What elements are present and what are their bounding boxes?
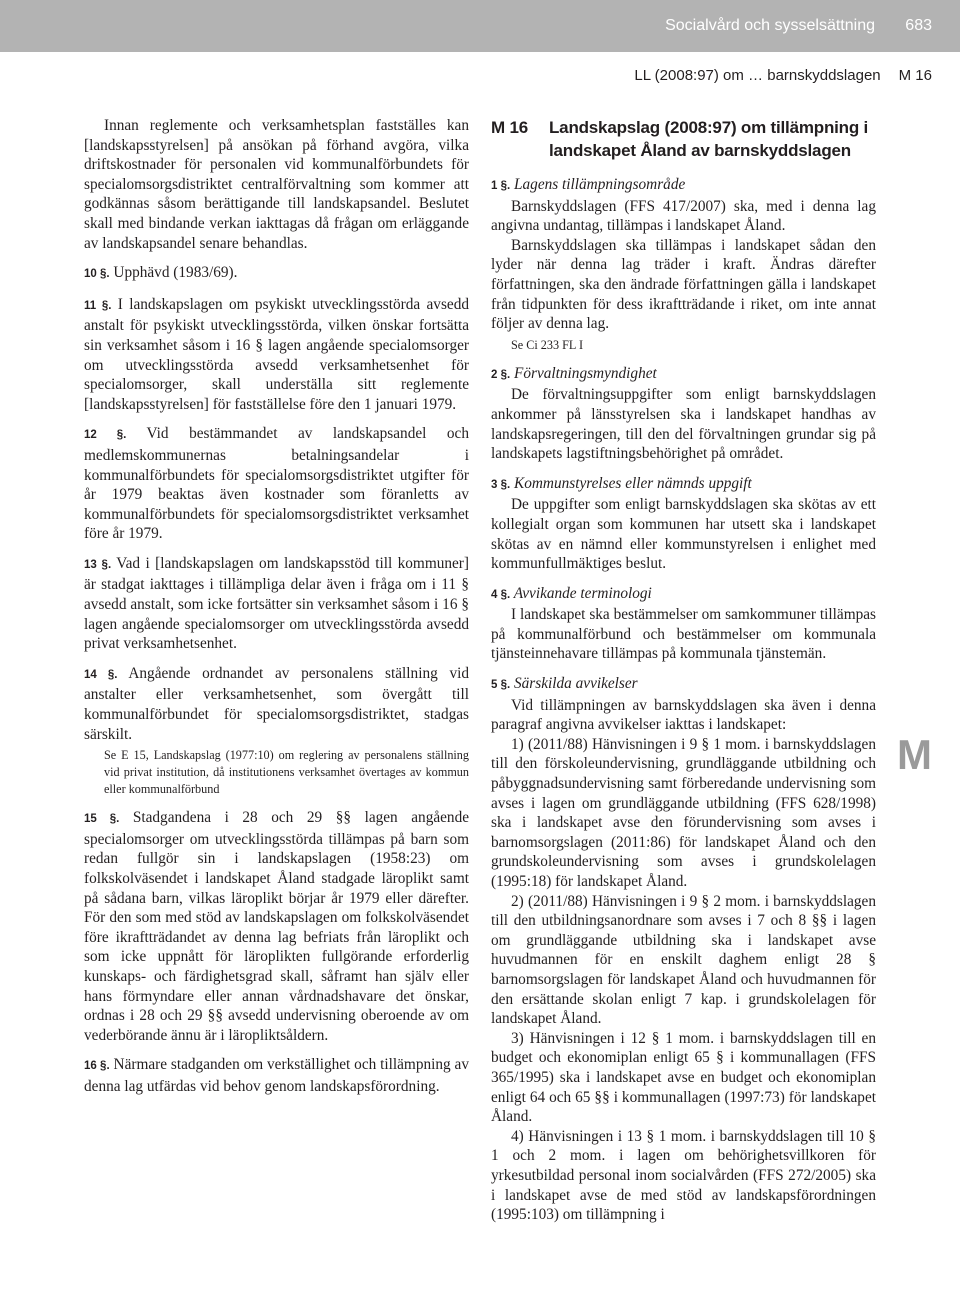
section-text: Vid bestämmandet av landskapsandel och medlemskommunernas betalningsandelar i kommunalförbundets för specialomsorgsdistriktet utgifter för år 1979 beaktas även kostnader som föranletts av kommunalförbundets för specialomsorgsdistriktet verksamhet före år 1979.	[84, 425, 469, 543]
section-2-paragraph-1: De förvaltningsuppgifter som enligt barnskyddslagen ankommer på länsstyrelsen ska i landskapet handhas av landskapsregeringen, till den del förvaltningen grundar sig på landskapets lagstiftningsbehörighet på området.	[491, 386, 876, 463]
section-number: 11 §.	[84, 299, 112, 312]
section-12	[84, 424, 469, 544]
section-5-item-2: 2) (2011/88) Hänvisningen i 9 § 2 mom. i barnskyddslagen till den utbildningsanordnare som avses i 7 och 8 §§ i lagen om grundläggande utbildning ska i landskapet avse huvudmannen för en enskilt daghem enligt 28 § barnomsorgslagen för landskapet Åland och huvudmannen för den ersättande skolan enligt 7 kap. i grundskolelagen för landskapet Åland.	[491, 892, 876, 1028]
section-number: 1 §.	[491, 180, 511, 192]
section-16	[84, 1055, 469, 1096]
section-number: 2 §.	[491, 368, 511, 381]
section-text: Upphävd (1983/69).	[109, 264, 238, 282]
section-3-heading	[491, 474, 876, 496]
section-10	[84, 263, 469, 285]
section-number: 10 §.	[84, 268, 110, 281]
section-3-paragraph-1: De uppgifter som enligt barnskyddslagen ska skötas av ett kollegialt organ som kommunen har utsett ska i landskapet skötas av en nämnd eller kommunstyrelsen i enlighet med kommunfullmäktiges beslut.	[491, 496, 876, 573]
left-column	[84, 116, 469, 1097]
section-number: 5 §.	[491, 679, 511, 692]
section-1-heading	[491, 175, 876, 197]
side-tab-letter: M	[897, 731, 932, 778]
running-head-code: M 16	[898, 67, 932, 84]
section-title: Särskilda avvikelser	[510, 675, 638, 693]
section-number: 3 §.	[491, 478, 511, 491]
section-title: Lagens tillämpningsområde	[510, 176, 686, 193]
running-head-text: LL (2008:97) om … barnskyddslagen	[634, 67, 881, 84]
intro-paragraph: Innan reglemente och verksamhetsplan fastställes kan [landskapsstyrelsen] på ansökan på förhand avgöra, vilka driftskostnader för personalen vid kommunalförbundets för specialomsorgsdistriktet centralförvaltning som kommer att godkännas såsom berättigande till landskapsandel. Beslutet skall med bindande verkan iakttagas då frågan om erläggande av landskapsandel senare behandlas.	[84, 117, 469, 252]
section-4-paragraph-1: I landskapet ska bestämmelser om samkommuner tillämpas på kommunalförbund och bestämmelser om kommunala tjänsteinnehavare tillämpas på kommunala tjänstemän.	[491, 606, 876, 663]
section-5-item-3: 3) Hänvisningen i 12 § 1 mom. i barnskyddslagen till en budget och ekonomiplan enligt 65 § i kommunallagen (FFS 365/1995) ska i landskapet avse en budget och ekonomiplan enligt 64 och 65 §§ i kommunallagen (1997:73) för landskapet Åland.	[491, 1029, 876, 1126]
chapter-title: Landskapslag (2008:97) om tillämpning i landskapet Åland av barnskyddslagen	[549, 118, 869, 160]
section-11	[84, 295, 469, 415]
section-text: Närmare stadganden om verkställighet och tillämpning av denna lag utfärdas vid behov genom landskapsförordning.	[84, 1056, 469, 1095]
section-number: 14 §.	[84, 668, 118, 681]
section-number: 12 §.	[84, 429, 127, 442]
page-number: 683	[905, 17, 932, 34]
section-13	[84, 554, 469, 654]
section-title: Kommunstyrelses eller nämnds uppgift	[510, 474, 752, 492]
section-5-paragraph-1: Vid tillämpningen av barnskyddslagen ska även i denna paragraf angivna avvikelser iakttas i landskapet:	[491, 696, 876, 734]
chapter-heading	[491, 116, 876, 162]
right-column	[491, 116, 876, 1225]
section-number: 4 §.	[491, 588, 511, 601]
section-text: I landskapslagen om psykiskt utvecklingsstörda avsedd anstalt för psykiskt utvecklingsstörda, vilken önskar fortsätta sin verksamhet såsom i 16 § lagen angående specialomsorger om utvecklingsstörda avsedd verksamhetsenhet för specialomsorger, skall underställa sitt reglemente [landskapsstyrelsen] för fastställelse före den 1 januari 1979.	[84, 295, 469, 413]
section-4-heading	[491, 584, 876, 606]
section-5-item-4: 4) Hänvisningen i 13 § 1 mom. i barnskyddslagen till 10 § 1 och 2 mom. i lagen om behörighetsvillkoren för yrkesutbildad personal inom socialvården (FFS 272/2005) ska i landskapet avse de med stöd av landskapsförordningen (1995:103) om tillämpning i	[491, 1127, 876, 1224]
reference-note: Se Ci 233 FL I	[511, 337, 583, 352]
chapter-code: M 16	[491, 118, 528, 137]
section-1-paragraph-1: Barnskyddslagen (FFS 417/2007) ska, med i denna lag angivna undantag, tillämpas i landskapet Åland.	[491, 197, 876, 235]
running-head	[634, 67, 932, 84]
section-text: Vad i [landskapslagen om landskapsstöd till kommuner] är stadgat iakttages i tillämpliga delar även i fråga om i 11 § avsedd anstalt, som icke fortsätter sin verksamhet såsom i 16 § lagen angående specialomsorger om utvecklingsstörda avsedd privat verksamhetsenhet.	[84, 554, 469, 653]
section-title: Avvikande terminologi	[510, 584, 652, 602]
section-2-heading	[491, 364, 876, 386]
reference-note: Se E 15, Landskapslag (1977:10) om reglering av personalens ställning vid privat institution, då institutionens verksamhet övertages av kommun eller kommunalförbund	[104, 748, 469, 797]
section-15	[84, 808, 469, 1045]
section-14	[84, 664, 469, 744]
section-text: Angående ordnandet av personalens ställning vid anstalter eller verksamhetsenhet, som övergått till kommunalförbundet för specialomsorgsdistriktet, stadgas särskilt.	[84, 664, 470, 743]
section-number: 15 §.	[84, 813, 120, 826]
section-number: 13 §.	[84, 558, 112, 571]
section-5-item-1: 1) (2011/88) Hänvisningen i 9 § 1 mom. i barnskyddslagen till den förskoleundervisning, grundläggande utbildning och påbyggnadsundervisning samt förberedande undervisning som avses i lagen om grundläggande utbildning (FFS 628/1998) ska i landskapet avse den förundervisning som avses i barnomsorgslagen (2011:86) för landskapet Åland och den grundskoleundervisning som avses i grundskolelagen (1995:18) för landskapet Åland.	[491, 735, 876, 890]
section-5-heading	[491, 674, 876, 696]
section-number: 16 §.	[84, 1060, 110, 1073]
section-text: Stadgandena i 28 och 29 §§ lagen angående specialomsorger om utvecklingsstörda tillämpas på barn som redan fullgör sin i landskapslagen (1958:23) om folkskolväsendet i landskapet Åland stadgade läroplikt samt på sådana barn, vilkas läroplikt börjar år 1979 eller därefter. För den som med stöd av landskapslagen om folkskolväsendet före ikraftträdandet av denna lag befriats från läroplikt och som icke uppnått för läroplikten fullgörande erforderlig kunskaps- och färdighetsgrad skall, såframt han själv eller hans förmyndare eller annan vårdnadshavare det önskar, ordnas i 28 och 29 §§ avsedd undervisning oberoende av om vederbörande ännu är i läropliktsåldern.	[84, 809, 470, 1044]
header-section-title: Socialvård och sysselsättning	[665, 17, 875, 34]
section-title: Förvaltningsmyndighet	[510, 364, 657, 382]
section-1-paragraph-2: Barnskyddslagen ska tillämpas i landskapet sådan den lyder när denna lag träder i kraft. Ändras därefter författningen, ska den ändrade författningen gälla i landskapet från tidpunkten för dess ikraftträdande i riket, om inte annat följer av denna lag.	[491, 236, 876, 333]
